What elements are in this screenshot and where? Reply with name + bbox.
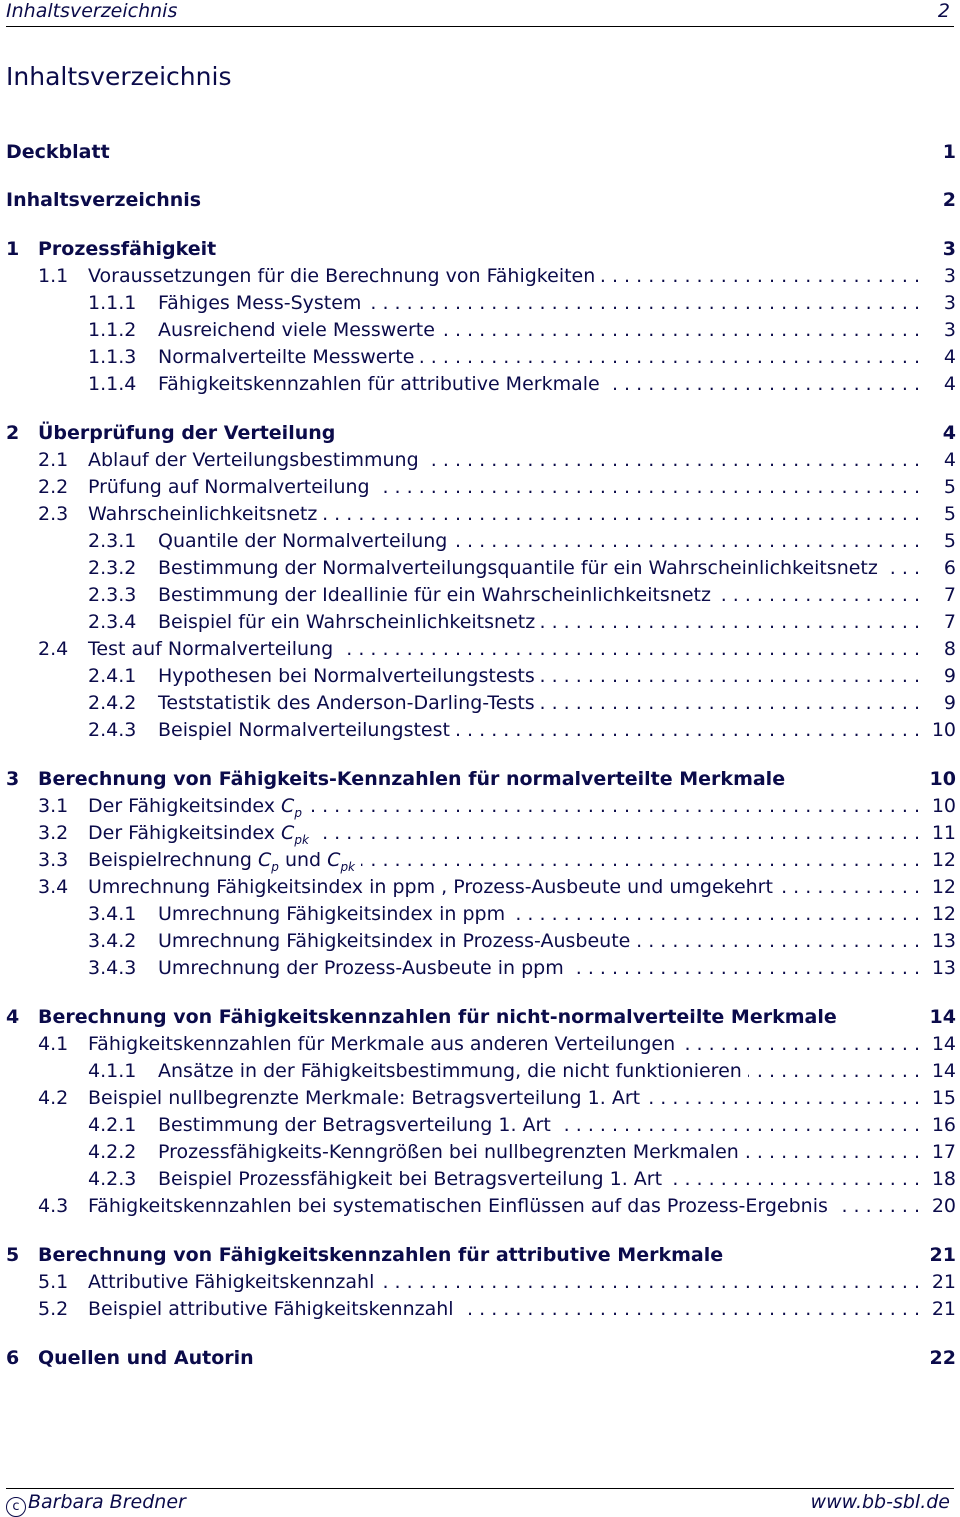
- toc-number: 4.3: [38, 1195, 69, 1217]
- toc-title-text: Test auf Normalverteilung: [88, 638, 334, 660]
- toc-subsection[interactable]: [6, 583, 956, 607]
- toc-number: 1.1.2: [88, 319, 137, 341]
- toc-leader-dots: [541, 691, 920, 715]
- toc-leader-dots: [425, 448, 920, 472]
- toc-page-number: 10: [931, 795, 956, 817]
- toc-title: [6, 140, 110, 164]
- toc-title-text: Ausreichend viele Messwerte: [158, 319, 435, 341]
- toc-title: [88, 1297, 454, 1321]
- toc-title-text: Fähigkeitskennzahlen für Merkmale aus anderen Verteilungen: [88, 1033, 676, 1055]
- header-title: Inhaltsverzeichnis: [6, 0, 178, 22]
- toc-page-number: 4: [943, 346, 956, 368]
- toc-title-text: Beispiel Prozessfähigkeit bei Betragsverteilung 1. Art: [158, 1168, 663, 1190]
- math-subscript: p: [271, 859, 279, 874]
- toc-page-number: 9: [943, 692, 956, 714]
- toc-leader-dots: [453, 529, 920, 553]
- toc-subsection[interactable]: [6, 318, 956, 342]
- toc-section[interactable]: [6, 475, 956, 499]
- toc-title: [158, 345, 414, 369]
- toc-title: [88, 1194, 828, 1218]
- toc-subsection[interactable]: [6, 372, 956, 396]
- toc-number: 1.1.4: [88, 373, 137, 395]
- toc-page-number: 22: [929, 1347, 956, 1369]
- toc-title-text: Beispielrechnung: [88, 849, 259, 871]
- toc-leader-dots: [884, 556, 920, 580]
- toc-section[interactable]: [6, 1086, 956, 1110]
- math-symbol: C: [258, 849, 272, 871]
- toc-leader-dots: [541, 664, 920, 688]
- toc-page-number: 13: [931, 957, 956, 979]
- toc-number: 2: [6, 422, 20, 444]
- toc-number: 2.2: [38, 476, 69, 498]
- toc-title: [88, 264, 595, 288]
- toc-number: 3.3: [38, 849, 69, 871]
- toc-number: 1.1: [38, 265, 69, 287]
- toc-leader-dots: [380, 1270, 920, 1294]
- toc-section[interactable]: [6, 848, 956, 872]
- toc-page-number: 10: [929, 768, 956, 790]
- toc-number: 2.3: [38, 503, 69, 525]
- toc-leader-dots: [668, 1167, 920, 1191]
- toc-title: [88, 475, 370, 499]
- toc-leader-dots: [748, 1059, 920, 1083]
- math-symbol: C: [281, 822, 295, 844]
- toc-chapter[interactable]: [6, 767, 956, 791]
- toc-title-text: Der Fähigkeitsindex: [88, 822, 282, 844]
- toc-number: 1: [6, 238, 20, 260]
- toc-number: 3.1: [38, 795, 69, 817]
- math-subscript: pk: [340, 859, 356, 874]
- toc-title-text: Berechnung von Fähigkeitskennzahlen für nicht-normalverteilte Merkmale: [38, 1006, 837, 1028]
- toc-subsection[interactable]: [6, 610, 956, 634]
- toc-number: 4.2: [38, 1087, 69, 1109]
- toc-leader-dots: [717, 583, 920, 607]
- toc-title: [158, 902, 505, 926]
- toc-title-text: Bestimmung der Ideallinie für ein Wahrscheinlichkeitsnetz: [158, 584, 711, 606]
- toc-title-text: Umrechnung Fähigkeitsindex in ppm , Prozess-Ausbeute und umgekehrt: [88, 876, 773, 898]
- toc-title: [38, 1346, 254, 1370]
- toc-subsection[interactable]: [6, 718, 956, 742]
- toc-title-text: Attributive Fähigkeitskennzahl: [88, 1271, 375, 1293]
- toc-number: 2.3.3: [88, 584, 137, 606]
- toc-page-number: 3: [943, 319, 956, 341]
- toc-title: [88, 875, 773, 899]
- toc-title-text: Ablauf der Verteilungsbestimmung: [88, 449, 419, 471]
- toc-number: 3.2: [38, 822, 69, 844]
- toc-subsection[interactable]: [6, 529, 956, 553]
- toc-page-number: 4: [943, 449, 956, 471]
- toc-number: 3.4.3: [88, 957, 137, 979]
- toc-number: 4.2.1: [88, 1114, 137, 1136]
- copyright-icon: c: [6, 1497, 26, 1517]
- toc-title-text: Teststatistik des Anderson-Darling-Tests: [158, 692, 535, 714]
- toc-title: [88, 1032, 675, 1056]
- toc-section[interactable]: [6, 1270, 956, 1294]
- toc-title-text: Fähiges Mess-System: [158, 292, 362, 314]
- toc-page-number: 3: [943, 265, 956, 287]
- toc-title: [88, 448, 419, 472]
- page-footer: [6, 1488, 954, 1514]
- toc-chapter[interactable]: [6, 1005, 956, 1029]
- toc-title: [158, 291, 361, 315]
- toc-page-number: 6: [943, 557, 956, 579]
- toc-chapter[interactable]: [6, 421, 956, 445]
- toc-title-text: Überprüfung der Verteilung: [38, 422, 336, 444]
- toc-leader-dots: [456, 718, 920, 742]
- toc-leader-dots: [646, 1086, 920, 1110]
- toc-subsection[interactable]: [6, 902, 956, 926]
- toc-section[interactable]: [6, 1297, 956, 1321]
- math-symbol: C: [327, 849, 341, 871]
- toc-section[interactable]: [6, 1194, 956, 1218]
- toc-section[interactable]: [6, 448, 956, 472]
- toc-page-number: 14: [931, 1033, 956, 1055]
- toc-title: [158, 691, 535, 715]
- toc-page-number: 3: [943, 292, 956, 314]
- toc-title-tail: und: [278, 849, 328, 871]
- toc-number: 2.4.1: [88, 665, 137, 687]
- toc-leader-dots: [460, 1297, 920, 1321]
- toc-number: 6: [6, 1347, 20, 1369]
- toc-leader-dots: [367, 291, 920, 315]
- toc-title: [38, 237, 216, 261]
- toc-title: [158, 1140, 739, 1164]
- toc-title-text: Prozessfähigkeits-Kenngrößen bei nullbegrenzten Merkmalen: [158, 1141, 739, 1163]
- toc-title: [88, 1270, 374, 1294]
- toc-title: [158, 1167, 662, 1191]
- toc-title: [158, 664, 535, 688]
- toc-page-number: 7: [943, 611, 956, 633]
- toc-title: [38, 1243, 723, 1267]
- toc-number: 1.1.1: [88, 292, 137, 314]
- toc-number: 3.4: [38, 876, 69, 898]
- toc-number: 3.4.2: [88, 930, 137, 952]
- toc-number: 2.4.2: [88, 692, 137, 714]
- toc-title-text: Ansätze in der Fähigkeitsbestimmung, die nicht funktionieren: [158, 1060, 742, 1082]
- toc-page-number: 12: [931, 849, 956, 871]
- toc-title: [158, 556, 878, 580]
- toc-page-number: 17: [931, 1141, 956, 1163]
- toc-subsection[interactable]: [6, 1113, 956, 1137]
- toc-page-number: 14: [931, 1060, 956, 1082]
- toc-leader-dots: [376, 475, 920, 499]
- toc-chapter[interactable]: [6, 1243, 956, 1267]
- toc-title-text: Umrechnung Fähigkeitsindex in ppm: [158, 903, 506, 925]
- toc-leader-dots: [323, 502, 920, 526]
- footer-author-name: Barbara Bredner: [28, 1491, 186, 1513]
- toc-leader-dots: [511, 902, 920, 926]
- toc-number: 4: [6, 1006, 20, 1028]
- toc-leader-dots: [308, 794, 920, 818]
- toc-subsection[interactable]: [6, 929, 956, 953]
- toc-number: 5.2: [38, 1298, 69, 1320]
- toc-title: [38, 421, 335, 445]
- toc-chapter[interactable]: [6, 188, 956, 212]
- footer-website-link[interactable]: www.bb-sbl.de: [810, 1491, 950, 1513]
- toc-leader-dots: [606, 372, 920, 396]
- toc-subsection[interactable]: [6, 291, 956, 315]
- toc-title: [158, 929, 630, 953]
- toc-title: [158, 956, 564, 980]
- toc-title: [158, 529, 447, 553]
- toc-title-text: Umrechnung Fähigkeitsindex in Prozess-Ausbeute: [158, 930, 631, 952]
- toc-number: 2.4.3: [88, 719, 137, 741]
- toc-page-number: 18: [931, 1168, 956, 1190]
- toc-page-number: 12: [931, 903, 956, 925]
- toc-page-number: 21: [929, 1244, 956, 1266]
- header-page-number: 2: [937, 0, 950, 22]
- toc-title: [88, 502, 317, 526]
- math-subscript: p: [294, 805, 302, 820]
- toc-title-text: Beispiel nullbegrenzte Merkmale: Betragsverteilung 1. Art: [88, 1087, 641, 1109]
- toc-number: 2.1: [38, 449, 69, 471]
- toc-page-number: 21: [931, 1271, 956, 1293]
- toc-page-number: 11: [931, 822, 956, 844]
- toc-page-number: 9: [943, 665, 956, 687]
- toc-leader-dots: [601, 264, 920, 288]
- toc-leader-dots: [779, 875, 920, 899]
- toc-title-text: Wahrscheinlichkeitsnetz: [88, 503, 318, 525]
- toc-title-text: Quellen und Autorin: [38, 1347, 254, 1369]
- toc-title-text: Der Fähigkeitsindex: [88, 795, 282, 817]
- toc-number: 2.3.1: [88, 530, 137, 552]
- toc-section[interactable]: [6, 875, 956, 899]
- toc-number: 2.3.2: [88, 557, 137, 579]
- toc-title: [158, 372, 600, 396]
- toc-section[interactable]: [6, 264, 956, 288]
- toc-section[interactable]: [6, 821, 956, 845]
- toc-title: [158, 718, 450, 742]
- toc-title-text: Prozessfähigkeit: [38, 238, 217, 260]
- toc-subsection[interactable]: [6, 956, 956, 980]
- toc-leader-dots: [745, 1140, 920, 1164]
- toc-number: 2.3.4: [88, 611, 137, 633]
- toc-page-number: 10: [931, 719, 956, 741]
- toc-section[interactable]: [6, 637, 956, 661]
- toc-page-number: 8: [943, 638, 956, 660]
- toc-page-number: 12: [931, 876, 956, 898]
- toc-leader-dots: [441, 318, 920, 342]
- toc-page-number: 13: [931, 930, 956, 952]
- toc-page-number: 16: [931, 1114, 956, 1136]
- toc-leader-dots: [570, 956, 920, 980]
- toc-title-text: Inhaltsverzeichnis: [6, 189, 202, 211]
- toc-section[interactable]: [6, 794, 956, 818]
- toc-number: 5: [6, 1244, 20, 1266]
- toc-page-number: 2: [942, 189, 956, 211]
- toc-title-text: Umrechnung der Prozess-Ausbeute in ppm: [158, 957, 564, 979]
- toc-leader-dots: [541, 610, 920, 634]
- toc-page-number: 14: [929, 1006, 956, 1028]
- toc-title: [158, 583, 711, 607]
- toc-page-number: 15: [931, 1087, 956, 1109]
- toc-subsection[interactable]: [6, 556, 956, 580]
- toc-page-number: 5: [943, 530, 956, 552]
- toc-title-text: Beispiel attributive Fähigkeitskennzahl: [88, 1298, 454, 1320]
- toc-subsection[interactable]: [6, 345, 956, 369]
- toc-title: [88, 637, 333, 661]
- toc-title: [38, 1005, 837, 1029]
- toc-page-number: 21: [931, 1298, 956, 1320]
- toc-subsection[interactable]: [6, 1140, 956, 1164]
- toc-number: 5.1: [38, 1271, 69, 1293]
- toc-title-text: Fähigkeitskennzahlen für attributive Merkmale: [158, 373, 600, 395]
- toc-title-text: Fähigkeitskennzahlen bei systematischen Einflüssen auf das Prozess-Ergebnis: [88, 1195, 828, 1217]
- toc-title-text: Berechnung von Fähigkeitskennzahlen für attributive Merkmale: [38, 1244, 724, 1266]
- toc-title: [6, 188, 201, 212]
- toc-subsection[interactable]: [6, 691, 956, 715]
- toc-leader-dots: [834, 1194, 920, 1218]
- toc-number: 2.4: [38, 638, 69, 660]
- toc-title: [158, 318, 435, 342]
- toc-number: 3: [6, 768, 20, 790]
- toc-page-number: 4: [943, 373, 956, 395]
- toc-title-text: Berechnung von Fähigkeits-Kennzahlen für normalverteilte Merkmale: [38, 768, 786, 790]
- toc-title-text: Beispiel für ein Wahrscheinlichkeitsnetz: [158, 611, 536, 633]
- footer-author: [6, 1491, 186, 1517]
- toc-title: [158, 1059, 742, 1083]
- toc-number: 4.1: [38, 1033, 69, 1055]
- toc-leader-dots: [315, 821, 920, 845]
- toc-title-text: Beispiel Normalverteilungstest: [158, 719, 450, 741]
- toc-section[interactable]: [6, 502, 956, 526]
- toc-page-number: 1: [942, 141, 956, 163]
- toc-title-text: Bestimmung der Betragsverteilung 1. Art: [158, 1114, 551, 1136]
- toc-leader-dots: [681, 1032, 920, 1056]
- toc-title-text: Bestimmung der Normalverteilungsquantile für ein Wahrscheinlichkeitsnetz: [158, 557, 878, 579]
- toc-page-number: 7: [943, 584, 956, 606]
- math-subscript: pk: [294, 832, 309, 847]
- toc-subsection[interactable]: [6, 664, 956, 688]
- toc-title: [38, 767, 785, 791]
- page-title: Inhaltsverzeichnis: [6, 62, 232, 91]
- toc-page-number: 20: [931, 1195, 956, 1217]
- toc-title: [158, 610, 535, 634]
- toc-title-text: Voraussetzungen für die Berechnung von Fähigkeiten: [88, 265, 596, 287]
- toc-title: [88, 1086, 640, 1110]
- toc-section[interactable]: [6, 1032, 956, 1056]
- toc-page-number: 4: [942, 422, 956, 444]
- toc-page-number: 5: [943, 476, 956, 498]
- page-header: [6, 0, 954, 27]
- toc-chapter[interactable]: [6, 237, 956, 261]
- toc-subsection[interactable]: [6, 1167, 956, 1191]
- toc-number: 4.1.1: [88, 1060, 137, 1082]
- toc-leader-dots: [420, 345, 920, 369]
- toc-number: 3.4.1: [88, 903, 137, 925]
- toc-title-text: Quantile der Normalverteilung: [158, 530, 448, 552]
- toc-title-text: Normalverteilte Messwerte: [158, 346, 415, 368]
- toc-title-text: Hypothesen bei Normalverteilungstests: [158, 665, 535, 687]
- toc-page-number: 5: [943, 503, 956, 525]
- toc-leader-dots: [557, 1113, 920, 1137]
- toc-leader-dots: [636, 929, 920, 953]
- toc-chapter[interactable]: [6, 1346, 956, 1370]
- toc-leader-dots: [339, 637, 920, 661]
- toc-title: [158, 1113, 551, 1137]
- toc-leader-dots: [361, 848, 920, 872]
- toc-number: 4.2.2: [88, 1141, 137, 1163]
- toc-chapter[interactable]: [6, 140, 956, 164]
- math-symbol: C: [281, 795, 295, 817]
- toc-title-text: Prüfung auf Normalverteilung: [88, 476, 370, 498]
- toc-subsection[interactable]: [6, 1059, 956, 1083]
- toc-title-text: Deckblatt: [6, 141, 110, 163]
- toc-page-number: 3: [942, 238, 956, 260]
- toc-number: 1.1.3: [88, 346, 137, 368]
- toc-number: 4.2.3: [88, 1168, 137, 1190]
